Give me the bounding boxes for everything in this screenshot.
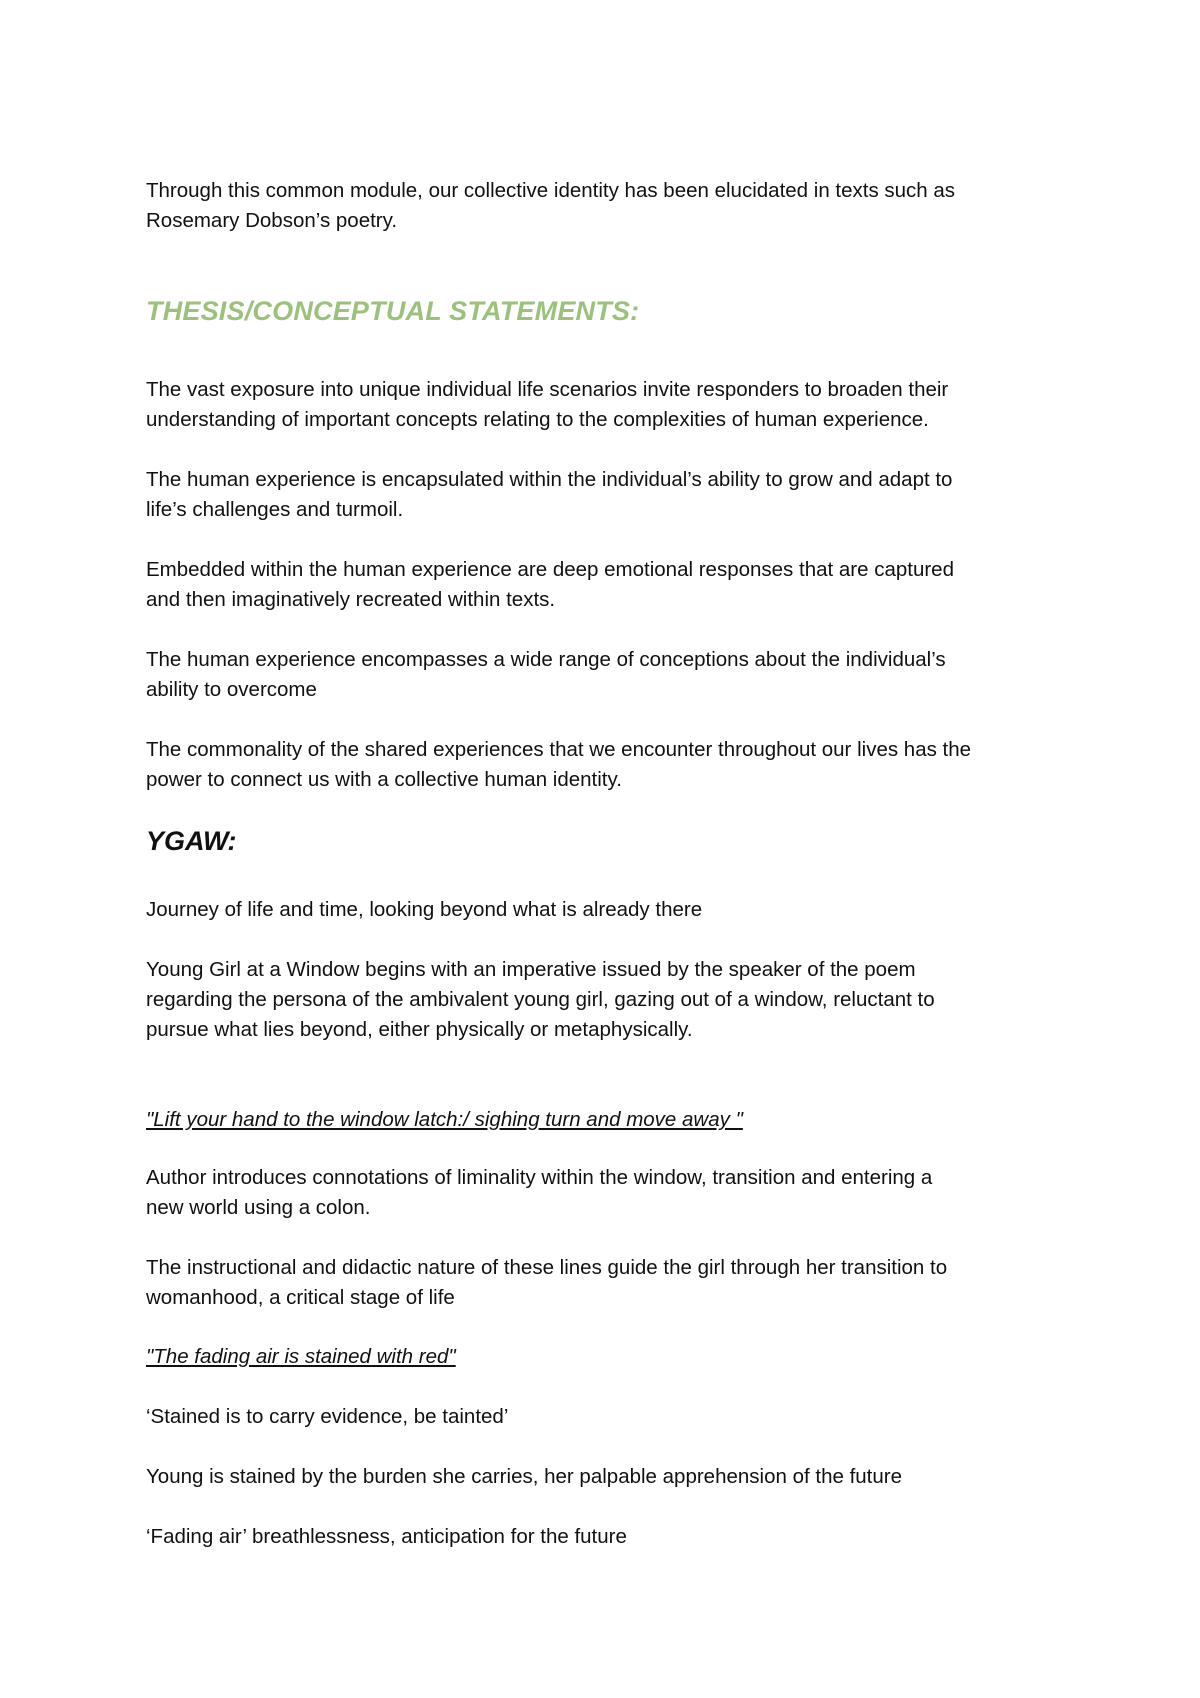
thesis-5-line-2: power to connect us with a collective human identity. <box>146 768 622 791</box>
fading-air-paragraph: ‘Fading air’ breathlessness, anticipation for the future <box>146 1525 627 1548</box>
liminality-paragraph <box>146 1163 1076 1223</box>
thesis-1-line-2: understanding of important concepts relating to the complexities of human experience. <box>146 408 929 431</box>
thesis-2-line-2: life’s challenges and turmoil. <box>146 498 404 521</box>
thesis-3-line-1: Embedded within the human experience are deep emotional responses that are captured <box>146 558 954 581</box>
ygaw-intro-line-1: Young Girl at a Window begins with an imperative issued by the speaker of the poem <box>146 958 916 981</box>
thesis-statement-3 <box>146 555 1076 615</box>
ygaw-journey: Journey of life and time, looking beyond what is already there <box>146 898 703 921</box>
ygaw-intro-line-2: regarding the persona of the ambivalent young girl, gazing out of a window, reluctant to <box>146 988 935 1011</box>
ygaw-intro-line-3: pursue what lies beyond, either physically or metaphysically. <box>146 1018 693 1041</box>
liminality-line-2: new world using a colon. <box>146 1196 371 1219</box>
intro-line-1: Through this common module, our collective identity has been elucidated in texts such as <box>146 179 956 202</box>
thesis-1-line-1: The vast exposure into unique individual life scenarios invite responders to broaden their <box>146 378 949 401</box>
thesis-statement-2 <box>146 465 1076 525</box>
quote-fading-air: "The fading air is stained with red" <box>146 1345 456 1368</box>
thesis-3-line-2: and then imaginatively recreated within texts. <box>146 588 556 611</box>
didactic-line-1: The instructional and didactic nature of these lines guide the girl through her transition to <box>146 1256 948 1279</box>
ygaw-heading: YGAW: <box>146 826 237 856</box>
thesis-4-line-1: The human experience encompasses a wide range of conceptions about the individual’s <box>146 648 946 671</box>
thesis-statement-4 <box>146 645 1076 705</box>
thesis-4-line-2: ability to overcome <box>146 678 317 701</box>
stained-definition: ‘Stained is to carry evidence, be tainted’ <box>146 1405 509 1428</box>
intro-paragraph <box>146 176 1076 236</box>
didactic-line-2: womanhood, a critical stage of life <box>146 1286 455 1309</box>
quote-window-latch: "Lift your hand to the window latch:/ sighing turn and move away " <box>146 1108 743 1131</box>
ygaw-intro-paragraph <box>146 955 1076 1045</box>
thesis-2-line-1: The human experience is encapsulated within the individual’s ability to grow and adapt to <box>146 468 953 491</box>
didactic-paragraph <box>146 1253 1076 1313</box>
thesis-statement-1 <box>146 375 1076 435</box>
thesis-heading: THESIS/CONCEPTUAL STATEMENTS: <box>146 296 640 326</box>
intro-line-2: Rosemary Dobson’s poetry. <box>146 209 398 232</box>
thesis-5-line-1: The commonality of the shared experiences that we encounter throughout our lives has the <box>146 738 972 761</box>
burden-paragraph: Young is stained by the burden she carries, her palpable apprehension of the future <box>146 1465 902 1488</box>
thesis-statement-5 <box>146 735 1076 795</box>
liminality-line-1: Author introduces connotations of liminality within the window, transition and entering a <box>146 1166 933 1189</box>
